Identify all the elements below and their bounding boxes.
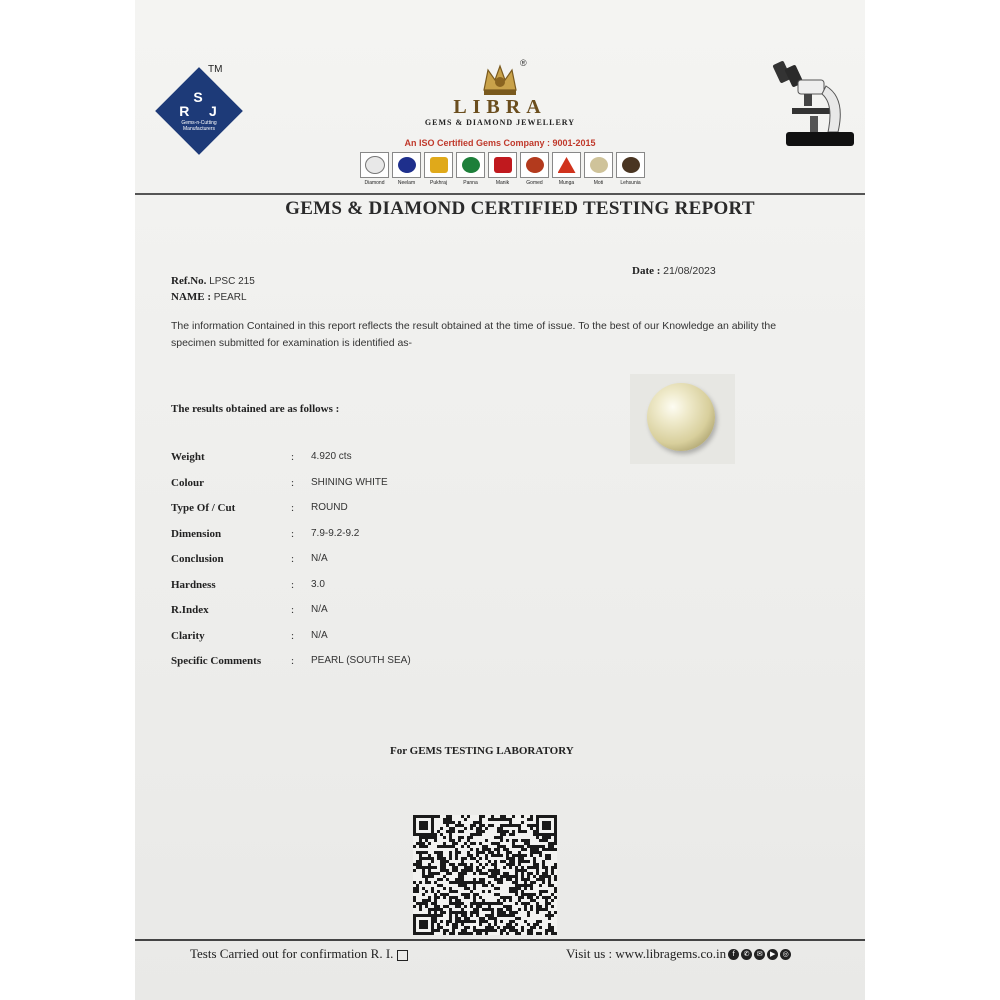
spec-colon: :: [291, 451, 295, 463]
srj-letter-top: S: [193, 89, 205, 105]
gem-item: [360, 152, 389, 192]
gem-item: [456, 152, 485, 192]
gem-label: Panna: [463, 180, 478, 186]
ref-label: Ref.No.: [171, 275, 207, 287]
ref-number: [171, 275, 255, 287]
spec-value: SHINING WHITE: [311, 476, 388, 488]
gem-icon: [430, 157, 448, 173]
iso-certification: An ISO Certified Gems Company : 9001-2015: [404, 138, 596, 148]
libra-crown-icon: [478, 60, 522, 98]
qr-code[interactable]: [413, 815, 557, 935]
gem-swatch: [488, 152, 517, 178]
gem-label: Pukhraj: [430, 180, 447, 186]
gem-label: Moti: [593, 180, 604, 186]
spec-colon: :: [291, 655, 295, 667]
spec-label: Hardness: [171, 578, 216, 591]
whatsapp-icon[interactable]: ✆: [741, 949, 752, 960]
spec-label: Specific Comments: [171, 655, 262, 667]
gem-label: Gomed: [526, 180, 543, 186]
footer-website: [566, 946, 791, 962]
spec-value: N/A: [311, 553, 328, 564]
gem-swatch: [392, 152, 421, 178]
spec-label: Clarity: [171, 629, 205, 642]
gem-item: [520, 152, 549, 192]
spec-value: ROUND: [311, 502, 348, 513]
srj-letters-mid: R J: [179, 103, 219, 119]
trademark-mark: TM: [208, 64, 223, 75]
registered-mark: ®: [520, 58, 527, 68]
report-date: [632, 265, 716, 277]
footer-divider: [135, 939, 865, 941]
gem-item: [488, 152, 517, 192]
spec-label: Type Of / Cut: [171, 502, 236, 514]
spec-value: N/A: [311, 629, 328, 641]
gem-strip: [360, 152, 650, 192]
gem-icon: [590, 157, 608, 173]
spec-label: Dimension: [171, 527, 222, 540]
libra-brand-name: LIBRA: [453, 96, 547, 118]
spec-value: PEARL (SOUTH SEA): [311, 655, 411, 666]
website-text: Visit us : www.libragems.co.in: [566, 946, 727, 961]
gem-swatch: [360, 152, 389, 178]
gem-icon: [365, 156, 385, 174]
spec-label: R.Index: [171, 604, 209, 616]
spec-value: 4.920 cts: [311, 451, 352, 462]
gem-item: [424, 152, 453, 192]
gem-item: [392, 152, 421, 192]
spec-value: 3.0: [311, 578, 325, 590]
date-value: 21/08/2023: [663, 265, 716, 277]
microscope-icon: [770, 58, 860, 158]
spec-value: N/A: [311, 604, 328, 615]
ref-value: LPSC 215: [209, 276, 255, 287]
gem-icon: [558, 157, 576, 173]
report-title: GEMS & DIAMOND CERTIFIED TESTING REPORT: [285, 198, 755, 219]
srj-logo: [160, 72, 238, 150]
gem-swatch: [424, 152, 453, 178]
gem-icon: [398, 157, 416, 173]
gem-label: Neelam: [397, 180, 416, 186]
footer-confirmation: [190, 946, 408, 962]
name-value: PEARL: [213, 292, 247, 303]
spec-colon: :: [291, 604, 295, 616]
intro-paragraph: The information Contained in this report reflects the result obtained at the time of issue. To the best of our Knowledge an ability the specimen submitted for examination is identified as-: [171, 320, 777, 349]
gem-item: [552, 152, 581, 192]
gem-icon: [494, 157, 512, 173]
gem-label: Munga: [558, 180, 575, 186]
date-label: Date :: [632, 265, 661, 277]
header-divider: [135, 193, 865, 195]
specimen-name: [171, 291, 247, 303]
gem-item: [584, 152, 613, 192]
pearl-photo: [630, 374, 735, 464]
gem-icon: [622, 157, 640, 173]
messenger-icon[interactable]: ✉: [754, 949, 765, 960]
spec-colon: :: [291, 578, 295, 591]
libra-subtitle: GEMS & DIAMOND JEWELLERY: [424, 118, 576, 127]
gem-label: Lehsunia: [620, 180, 641, 186]
spec-colon: :: [291, 629, 295, 642]
gem-swatch: [584, 152, 613, 178]
pearl-image: [647, 383, 715, 451]
spec-colon: :: [291, 553, 295, 565]
spec-colon: :: [291, 502, 295, 514]
name-label: NAME :: [171, 291, 212, 303]
results-heading: The results obtained are as follows :: [171, 403, 340, 415]
youtube-icon[interactable]: ▶: [767, 949, 778, 960]
footer-confirmation-text: Tests Carried out for confirmation R. I.: [190, 946, 394, 961]
spec-colon: :: [291, 476, 295, 489]
gem-swatch: [616, 152, 645, 178]
spec-label: Colour: [171, 476, 204, 489]
spec-label: Weight: [171, 451, 205, 463]
facebook-icon[interactable]: f: [728, 949, 739, 960]
gem-item: [616, 152, 645, 192]
spec-colon: :: [291, 527, 295, 540]
spec-label: Conclusion: [171, 553, 224, 565]
gem-icon: [526, 157, 544, 173]
instagram-icon[interactable]: ◎: [780, 949, 791, 960]
gem-icon: [462, 157, 480, 173]
social-icons: [728, 949, 791, 960]
spec-value: 7.9-9.2-9.2: [311, 527, 360, 539]
gem-swatch: [552, 152, 581, 178]
checkbox-icon: [397, 950, 408, 961]
gem-swatch: [520, 152, 549, 178]
srj-caption: Gems-n-Cutting Manufacturers: [181, 120, 217, 132]
gem-label: Manik: [495, 180, 510, 186]
lab-signature-label: For GEMS TESTING LABORATORY: [390, 745, 574, 757]
gem-swatch: [456, 152, 485, 178]
gem-label: Diamond: [364, 180, 385, 186]
